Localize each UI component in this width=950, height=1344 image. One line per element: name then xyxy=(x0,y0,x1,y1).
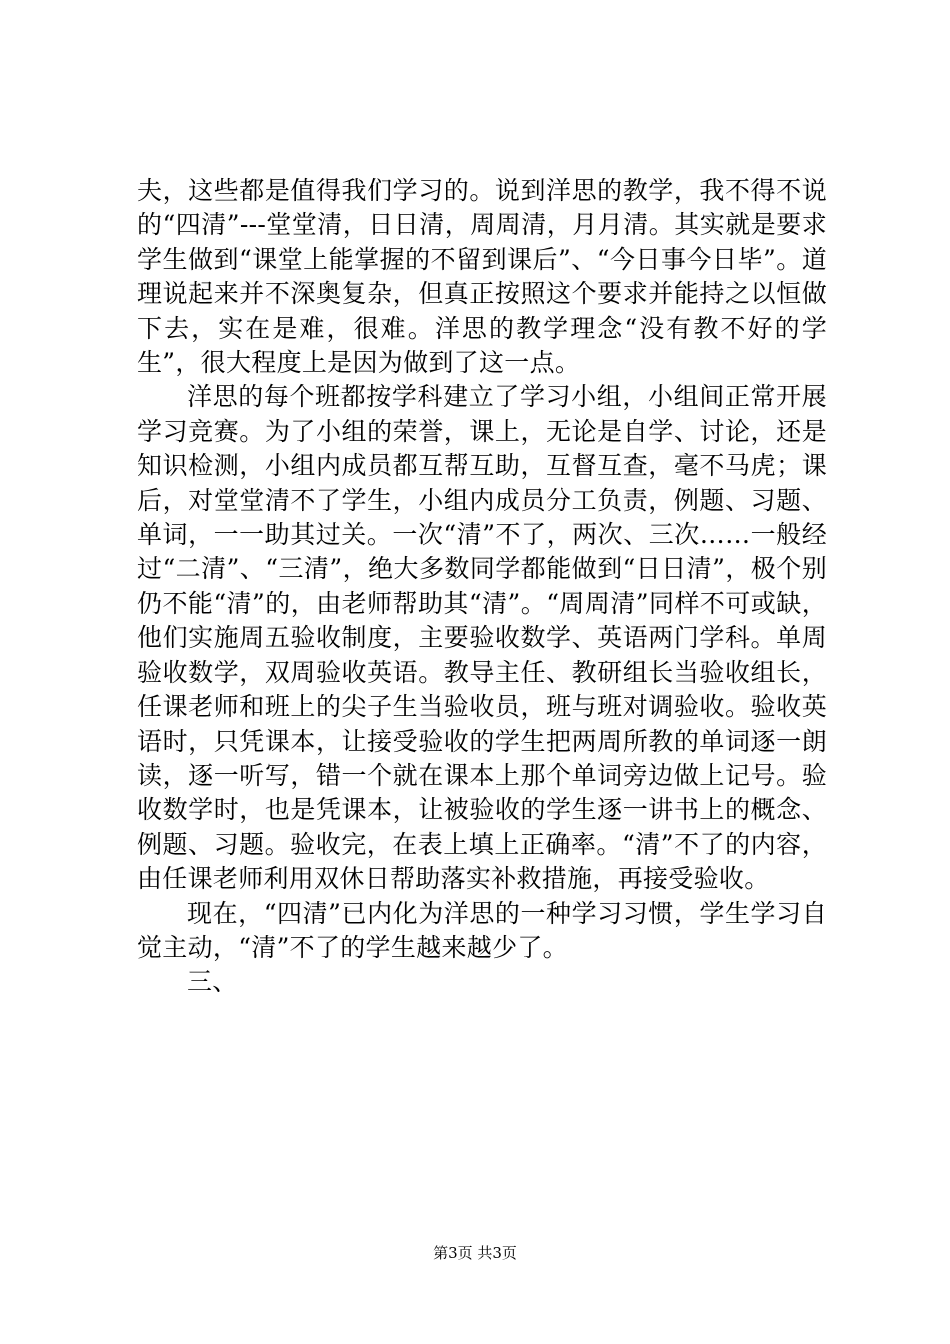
section-heading-three: 三、 xyxy=(187,967,238,997)
document-body xyxy=(137,174,827,1000)
page-footer xyxy=(0,1243,950,1263)
paragraph-continued: 夫，这些都是值得我们学习的。说到洋思的教学，我不得不说的“四清”---堂堂清，日日清，周周清，月月清。其实就是要求学生做到“课堂上能掌握的不留到课后”、“今日事今日毕”。道理说起来并不深奥复杂，但真正按照这个要求并能持之以恒做下去，实在是难，很难。洋思的教学理念“没有教不好的学生”，很大程度上是因为做到了这一点。 xyxy=(137,176,827,378)
paragraph-study-groups: 洋思的每个班都按学科建立了学习小组，小组间正常开展学习竞赛。为了小组的荣誉，课上，无论是自学、讨论，还是知识检测，小组内成员都互帮互助，互督互查，毫不马虎；课后，对堂堂清不了学生，小组内成员分工负责，例题、习题、单词，一一助其过关。一次“清”不了，两次、三次……一般经过“二清”、“三清”，绝大多数同学都能做到“日日清”，极个别仍不能“清”的，由老师帮助其“清”。“周周清”同样不可或缺，他们实施周五验收制度，主要验收数学、英语两门学科。单周验收数学，双周验收英语。教导主任、教研组长当验收组长，任课老师和班上的尖子生当验收员，班与班对调验收。验收英语时，只凭课本，让接受验收的学生把两周所教的单词逐一朗读，逐一听写，错一个就在课本上那个单词旁边做上记号。验收数学时，也是凭课本，让被验收的学生逐一讲书上的概念、例题、习题。验收完，在表上填上正确率。“清”不了的内容，由任课老师利用双休日帮助落实补救措施，再接受验收。 xyxy=(137,382,827,894)
page-number-label: 第3页 共3页 xyxy=(433,1244,517,1262)
paragraph-four-clears-habit: 现在，“四清”已内化为洋思的一种学习习惯，学生学习自觉主动，“清”不了的学生越来越少了。 xyxy=(137,898,827,962)
